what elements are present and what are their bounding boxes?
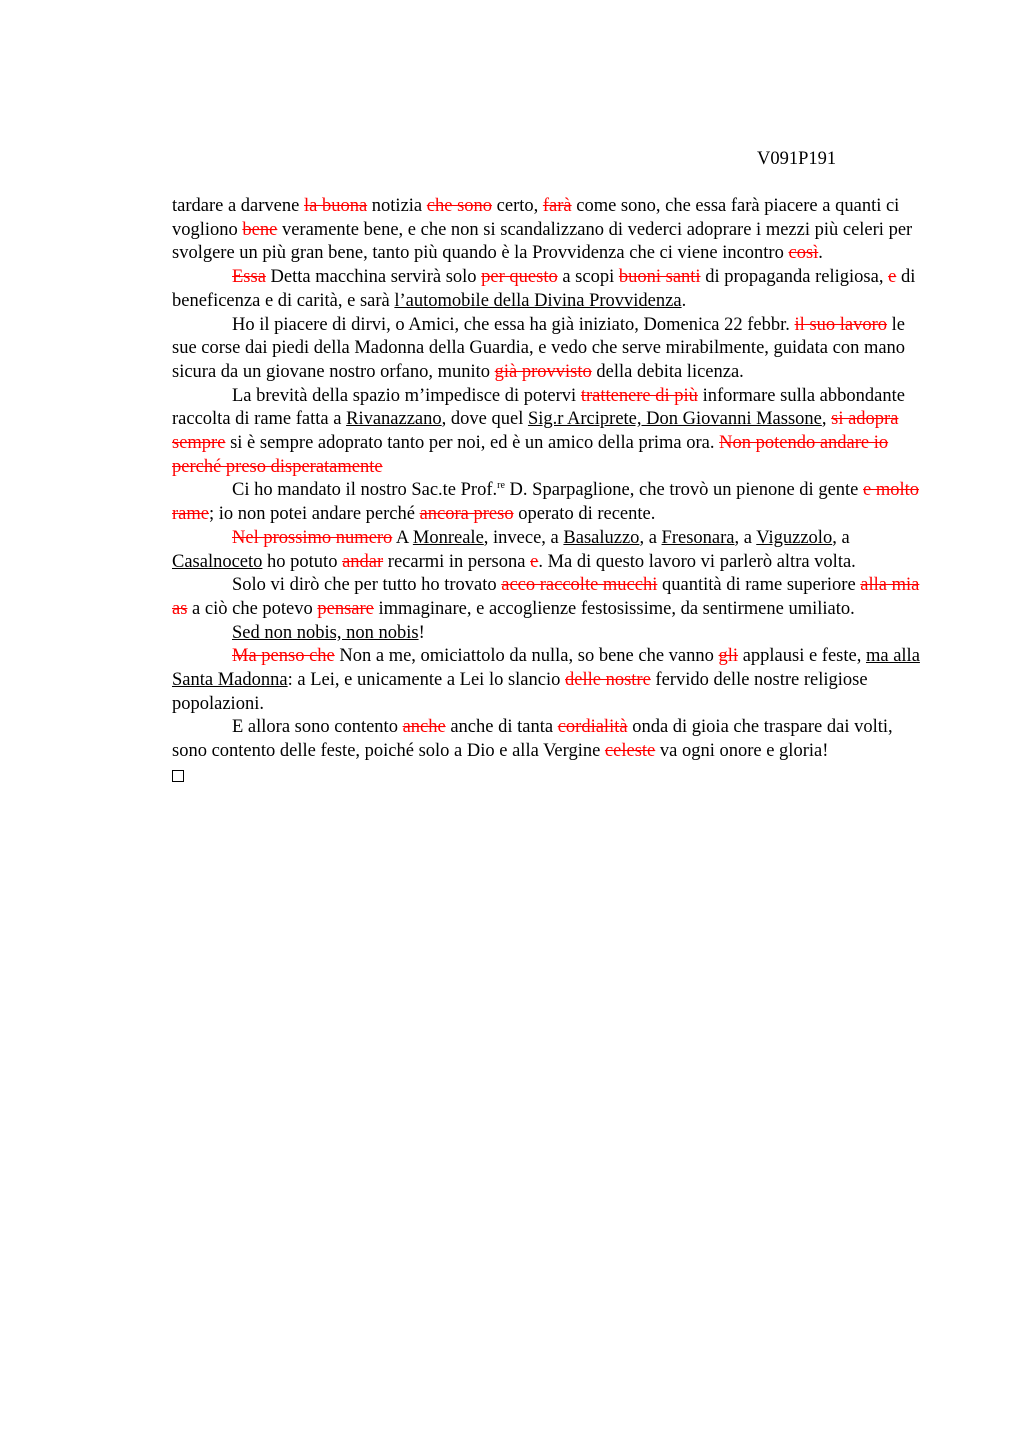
- deleted-text: andar: [342, 551, 384, 572]
- underlined-text: Casalnoceto: [172, 551, 263, 572]
- text-run: , a: [832, 527, 850, 548]
- deleted-text: per questo: [481, 267, 558, 288]
- text-run: E allora sono contento: [232, 717, 403, 738]
- deleted-text: bene: [242, 219, 278, 240]
- deleted-text: acco raccolte mucchi: [501, 575, 658, 596]
- text-run: Non a me, omiciattolo da nulla, so bene che vanno: [334, 646, 719, 667]
- deleted-text: Nel prossimo numero: [232, 527, 393, 548]
- page-identifier: V091P191: [757, 149, 837, 169]
- deleted-text: alla mia as: [172, 575, 920, 619]
- end-of-document-box-icon: [172, 770, 184, 782]
- underlined-text: ma alla Santa Madonna: [172, 646, 920, 691]
- deleted-text: anche: [402, 717, 446, 738]
- underlined-text: Basaluzzo: [563, 527, 640, 548]
- underlined-text: Monreale: [412, 527, 484, 548]
- text-run: . Ma di questo lavoro vi parlerò altra volta.: [538, 551, 856, 572]
- text-run: onda di gioia che traspare dai volti, sono contento delle feste, poiché solo a Dio e alla Vergine: [172, 717, 893, 762]
- deleted-text: si adopra sempre: [172, 409, 899, 454]
- text-run: recarmi in persona: [383, 551, 531, 572]
- paragraph-5: [172, 479, 932, 526]
- paragraph-1: [172, 195, 932, 266]
- deleted-text: che sono: [426, 196, 493, 216]
- underlined-text: Fresonara: [661, 527, 735, 548]
- text-run: operato di recente.: [513, 504, 656, 525]
- text-run: di propaganda religiosa,: [700, 267, 889, 288]
- text-run: come sono, che essa farà piacere a quanti ci vogliono: [172, 196, 900, 240]
- underlined-text: Sed non nobis, non nobis: [232, 622, 419, 643]
- underlined-text: l’automobile della Divina Provvidenza: [394, 290, 682, 311]
- text-run: veramente bene, e che non si scandalizzano di vederci adoprare i mezzi più celeri per svolgere un più gran bene, tanto più quando è la Provvidenza che ci viene incontro: [172, 219, 913, 264]
- text-run: .: [681, 290, 687, 311]
- paragraph-3: [172, 314, 932, 385]
- deleted-text: farà: [542, 196, 572, 216]
- text-run: anche di tanta: [445, 717, 558, 738]
- text-run: a scopi: [557, 267, 619, 288]
- text-run: quantità di rame superiore: [657, 575, 861, 596]
- text-run: si è sempre adoprato tanto per noi, ed è un amico della prima ora.: [225, 433, 720, 454]
- text-run: , dove quel: [441, 409, 528, 430]
- deleted-text: e: [530, 551, 539, 572]
- text-run: notizia: [367, 196, 427, 216]
- text-run: Detta macchina servirà solo: [265, 267, 482, 288]
- text-run: , a: [639, 527, 662, 548]
- deleted-text: il suo lavoro: [794, 314, 888, 335]
- text-run: Solo vi dirò che per tutto ho trovato: [232, 575, 502, 596]
- paragraph-2: [172, 266, 932, 313]
- text-run: immaginare, e accoglienze festosissime, da sentirmene umiliato.: [373, 598, 855, 619]
- text-run: , invece, a: [483, 527, 564, 548]
- text-run: della debita licenza.: [591, 361, 744, 382]
- text-run: informare sulla abbondante raccolta di rame fatta a: [172, 385, 905, 430]
- deleted-text: pensare: [317, 598, 374, 619]
- deleted-text: così: [788, 243, 819, 264]
- paragraph-9: [172, 645, 932, 716]
- text-run: applausi e feste,: [738, 646, 866, 667]
- deleted-text: trattenere di più: [580, 385, 698, 406]
- paragraph-6: [172, 527, 932, 574]
- text-run: A: [392, 527, 413, 548]
- text-run: a ciò che potevo: [187, 598, 318, 619]
- text-run: Ci ho mandato il nostro Sac.te Prof.: [232, 480, 498, 501]
- text-run: di beneficenza e di carità, e sarà: [172, 267, 916, 311]
- text-run: certo,: [492, 196, 543, 216]
- paragraph-10: [172, 716, 932, 763]
- deleted-text: e: [888, 267, 897, 288]
- text-run: , a: [734, 527, 757, 548]
- paragraph-8: [172, 622, 932, 646]
- paragraph-4: [172, 385, 932, 480]
- deleted-text: Ma penso che: [232, 646, 335, 667]
- paragraph-7: [172, 574, 932, 621]
- deleted-text: la buona: [303, 196, 368, 216]
- deleted-text: ancora preso: [419, 504, 514, 525]
- deleted-text: e molto rame: [172, 480, 920, 525]
- document-body: [172, 195, 932, 790]
- text-run: !: [418, 622, 425, 643]
- text-run: fervido delle nostre religiose popolazioni.: [172, 670, 868, 714]
- text-run: : a Lei, e unicamente a Lei lo slancio: [287, 670, 565, 691]
- superscript: re: [497, 480, 505, 492]
- text-run: ho potuto: [262, 551, 343, 572]
- text-run: La brevità della spazio m’impedisce di potervi: [232, 385, 581, 406]
- deleted-text: celeste: [604, 741, 656, 762]
- text-run: tardare a darvene: [172, 196, 304, 216]
- deleted-text: Essa: [232, 267, 266, 288]
- text-run: .: [818, 243, 823, 264]
- text-run: va ogni onore e gloria!: [655, 741, 829, 762]
- text-run: Ho il piacere di dirvi, o Amici, che essa ha già iniziato, Domenica 22 febbr.: [232, 314, 795, 335]
- deleted-text: già provvisto: [494, 361, 592, 382]
- text-run: D. Sparpaglione, che trovò un pienone di gente: [504, 480, 864, 501]
- text-run: ; io non potei andare perché: [208, 504, 420, 525]
- deleted-text: Non potendo andare io perché preso disperatamente: [172, 433, 889, 477]
- underlined-text: Rivanazzano: [346, 409, 442, 430]
- deleted-text: delle nostre: [565, 670, 651, 691]
- underlined-text: Sig.r Arciprete, Don Giovanni Massone: [527, 409, 822, 430]
- deleted-text: buoni santi: [618, 267, 701, 288]
- text-run: ,: [821, 409, 832, 430]
- underlined-text: Viguzzolo: [756, 527, 833, 548]
- deleted-text: cordialità: [557, 717, 628, 738]
- deleted-text: gli: [718, 646, 739, 667]
- text-run: le sue corse dai piedi della Madonna della Guardia, e vedo che serve mirabilmente, guidata con mano sicura da un giovane nostro orfano, munito: [172, 314, 906, 382]
